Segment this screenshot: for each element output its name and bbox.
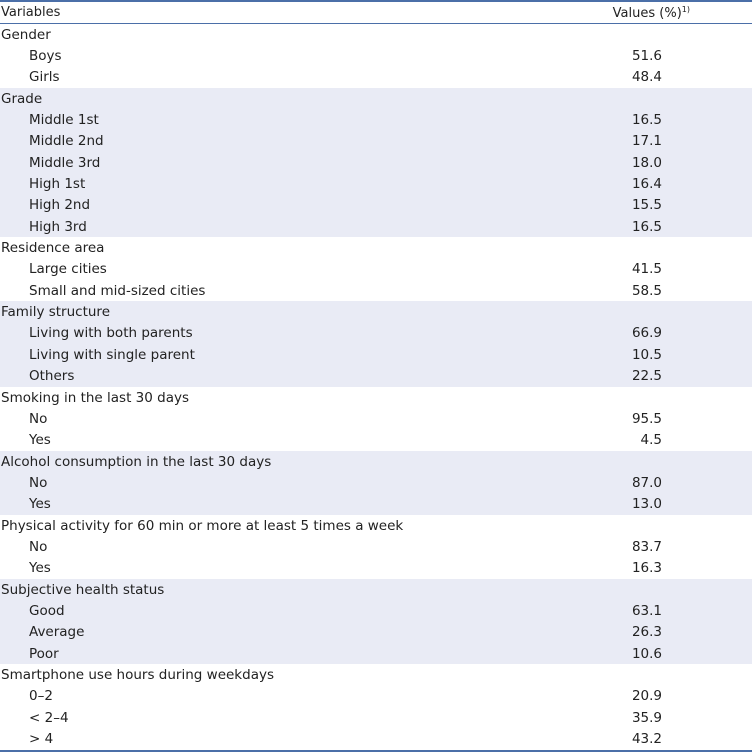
header-values — [613, 5, 752, 21]
row-label: Small and mid-sized cities — [29, 282, 206, 299]
row-label: No — [29, 474, 48, 491]
category-row — [0, 387, 752, 408]
category-label: Subjective health status — [1, 581, 165, 598]
row-group — [0, 579, 752, 664]
category-row — [0, 88, 752, 109]
table-row — [0, 536, 752, 557]
row-label: Poor — [29, 645, 59, 662]
row-value: 63.1 — [631, 602, 662, 619]
table-row — [0, 344, 752, 365]
category-row — [0, 664, 752, 685]
row-value: 16.5 — [631, 218, 662, 235]
footnote-marker: 1) — [681, 4, 690, 14]
table-row — [0, 728, 752, 749]
category-label: Grade — [1, 90, 43, 107]
table-row — [0, 366, 752, 387]
row-label: High 2nd — [29, 197, 91, 214]
row-value: 66.9 — [631, 325, 662, 342]
row-value: 10.6 — [631, 645, 662, 662]
table-row — [0, 686, 752, 707]
row-label: Others — [29, 368, 75, 385]
row-label: Yes — [29, 560, 51, 577]
category-row — [0, 237, 752, 258]
row-value: 83.7 — [631, 538, 662, 555]
row-value: 10.5 — [631, 346, 662, 363]
row-value: 58.5 — [631, 282, 662, 299]
category-label: Smoking in the last 30 days — [1, 389, 189, 406]
table-row — [0, 131, 752, 152]
row-label: Middle 3rd — [29, 154, 101, 171]
table-row — [0, 707, 752, 728]
table-row — [0, 152, 752, 173]
table-row — [0, 195, 752, 216]
table-header — [0, 2, 752, 24]
row-value: 35.9 — [631, 709, 662, 726]
row-group — [0, 387, 752, 451]
table-row — [0, 622, 752, 643]
row-value: 20.9 — [631, 688, 662, 705]
row-label: < 2–4 — [29, 709, 69, 726]
row-value: 26.3 — [631, 624, 662, 641]
row-value: 16.3 — [631, 560, 662, 577]
row-label: Living with single parent — [29, 346, 195, 363]
table-row — [0, 280, 752, 301]
table-row — [0, 216, 752, 237]
table-row — [0, 67, 752, 88]
table-row — [0, 109, 752, 130]
category-label: Residence area — [1, 240, 105, 257]
row-group — [0, 664, 752, 749]
table-row — [0, 643, 752, 664]
row-group — [0, 237, 752, 301]
row-value: 18.0 — [631, 154, 662, 171]
category-row — [0, 579, 752, 600]
row-label: No — [29, 538, 48, 555]
row-group — [0, 515, 752, 579]
row-label: Good — [29, 602, 65, 619]
table-row — [0, 323, 752, 344]
row-value: 16.4 — [631, 176, 662, 193]
table-body — [0, 24, 752, 750]
row-value: 87.0 — [631, 474, 662, 491]
category-row — [0, 515, 752, 536]
row-label: Middle 1st — [29, 112, 99, 129]
header-variables: Variables — [1, 5, 61, 20]
row-group — [0, 451, 752, 515]
row-label: High 1st — [29, 176, 86, 193]
category-label: Family structure — [1, 304, 110, 321]
category-row — [0, 24, 752, 45]
category-label: Physical activity for 60 min or more at least 5 times a week — [1, 517, 404, 534]
row-group — [0, 301, 752, 386]
table-row — [0, 173, 752, 194]
table-row — [0, 430, 752, 451]
table-row — [0, 600, 752, 621]
row-value: 43.2 — [631, 731, 662, 748]
row-label: Girls — [29, 69, 60, 86]
table-row — [0, 45, 752, 66]
table-row — [0, 558, 752, 579]
row-label: Average — [29, 624, 85, 641]
row-value: 15.5 — [631, 197, 662, 214]
table-row — [0, 259, 752, 280]
row-group — [0, 24, 752, 88]
table-row — [0, 408, 752, 429]
row-label: > 4 — [29, 731, 54, 748]
category-row — [0, 301, 752, 322]
row-value: 17.1 — [631, 133, 662, 150]
header-values-label: Values (%) — [612, 5, 682, 21]
row-label: Boys — [29, 48, 62, 65]
row-value: 95.5 — [631, 410, 662, 427]
row-value: 13.0 — [631, 496, 662, 513]
category-label: Gender — [1, 26, 51, 43]
category-row — [0, 451, 752, 472]
row-value: 16.5 — [631, 112, 662, 129]
row-label: No — [29, 410, 48, 427]
row-label: 0–2 — [29, 688, 53, 705]
row-value: 41.5 — [631, 261, 662, 278]
row-label: Middle 2nd — [29, 133, 104, 150]
table-row — [0, 494, 752, 515]
row-label: Living with both parents — [29, 325, 193, 342]
row-label: Yes — [29, 432, 51, 449]
row-value: 51.6 — [631, 48, 662, 65]
row-value: 22.5 — [631, 368, 662, 385]
category-label: Smartphone use hours during weekdays — [1, 666, 274, 683]
category-label: Alcohol consumption in the last 30 days — [1, 453, 272, 470]
table-row — [0, 472, 752, 493]
row-label: Large cities — [29, 261, 107, 278]
row-label: Yes — [29, 496, 51, 513]
row-label: High 3rd — [29, 218, 87, 235]
row-group — [0, 88, 752, 237]
row-value: 48.4 — [631, 69, 662, 86]
row-value: 4.5 — [640, 432, 662, 449]
